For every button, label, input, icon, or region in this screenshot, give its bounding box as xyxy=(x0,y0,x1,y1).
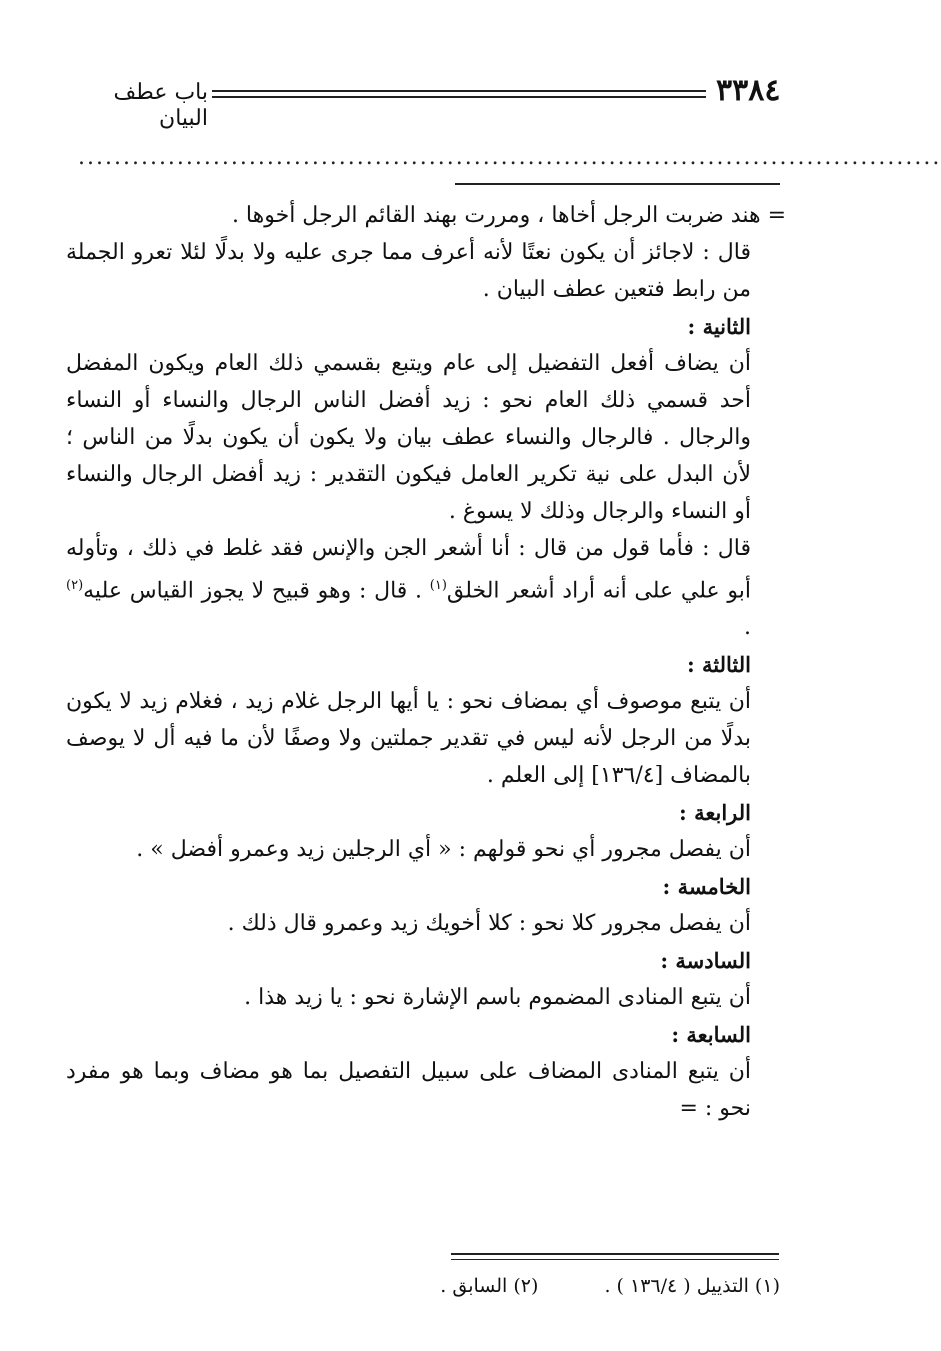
footnote-2: (٢) السابق . xyxy=(440,1275,539,1297)
paragraph: قال : لاجائز أن يكون نعتًا لأنه أعرف مما جرى عليه ولا بدلًا لئلا تعرو الجملة من رابط فتعين عطف البيان . xyxy=(66,240,751,302)
paragraph: أن يتبع موصوف أي بمضاف نحو : يا أيها الرجل غلام زيد ، فغلام زيد لا يكون بدلًا من الرجل لأنه ليس في تقدير جملتين ولا وصفًا لأن ما فيه أل لا يوصف بالمضاف [١٣٦/٤] إلى العلم . xyxy=(66,689,751,789)
paragraph-continuation: = هند ضربت الرجل أخاها ، ومررت بهند القائم الرجل أخوها . xyxy=(231,203,786,228)
footnote-rule xyxy=(451,1253,779,1255)
section-heading: الثانية : xyxy=(687,314,751,339)
footnote-ref: (١) xyxy=(429,578,447,593)
paragraph xyxy=(66,530,786,646)
footnote-1: (١) التذييل ( ١٣٦/٤ ) . xyxy=(604,1275,780,1297)
paragraph-text: . xyxy=(744,615,751,641)
footnote-ref: (٢) xyxy=(66,578,84,593)
section-heading: الرابعة : xyxy=(679,800,751,826)
paragraph: أن يفصل مجرور كلا نحو : كلا أخويك زيد وعمرو قال ذلك . xyxy=(227,911,751,937)
section-heading: السابعة : xyxy=(671,1022,751,1048)
footnote-rule-thin xyxy=(451,1259,779,1260)
footnotes xyxy=(250,1274,780,1299)
paragraph: أن يتبع المنادى المضموم باسم الإشارة نحو : يا زيد هذا . xyxy=(244,985,751,1011)
paragraph-text: قال : فأما قول من قال : أنا أشعر الجن والإنس فقد غلط في ذلك ، وتأوله أبو علي على أنه أراد أشعر الخلق xyxy=(66,536,751,604)
paragraph-text: . قال : وهو قبيح لا يجوز القياس عليه xyxy=(83,578,430,604)
page-number: ٣٣٨٤ xyxy=(716,73,781,108)
footnote-continuation-rule xyxy=(455,183,780,185)
header-rule xyxy=(212,90,706,98)
main-text xyxy=(66,197,786,1127)
dotted-separator: ................................................................................................ xyxy=(78,145,941,170)
running-header-title: باب عطف البيان xyxy=(113,80,208,132)
paragraph: أن يضاف أفعل التفضيل إلى عام ويتبع بقسمي ذلك العام ويكون المفضل أحد قسمي ذلك العام نحو : زيد أفضل الناس الرجال والنساء أو النساء والرجال . فالرجال والنساء عطف بيان ولا يكون أن يكون بدلًا من الناس ؛ لأن البدل على نية تكرير العامل فيكون التقدير : زيد أفضل الرجال والنساء أو النساء والرجال وذلك لا يسوغ . xyxy=(66,351,751,524)
section-heading: السادسة : xyxy=(660,948,751,974)
paragraph: أن يتبع المنادى المضاف على سبيل التفصيل بما هو مضاف وبما هو مفرد نحو : = xyxy=(66,1059,751,1122)
section-heading: الثالثة : xyxy=(686,652,751,678)
section-heading: الخامسة : xyxy=(662,874,751,900)
paragraph: أن يفصل مجرور أي نحو قولهم : « أي الرجلين زيد وعمرو أفضل » . xyxy=(136,837,751,863)
